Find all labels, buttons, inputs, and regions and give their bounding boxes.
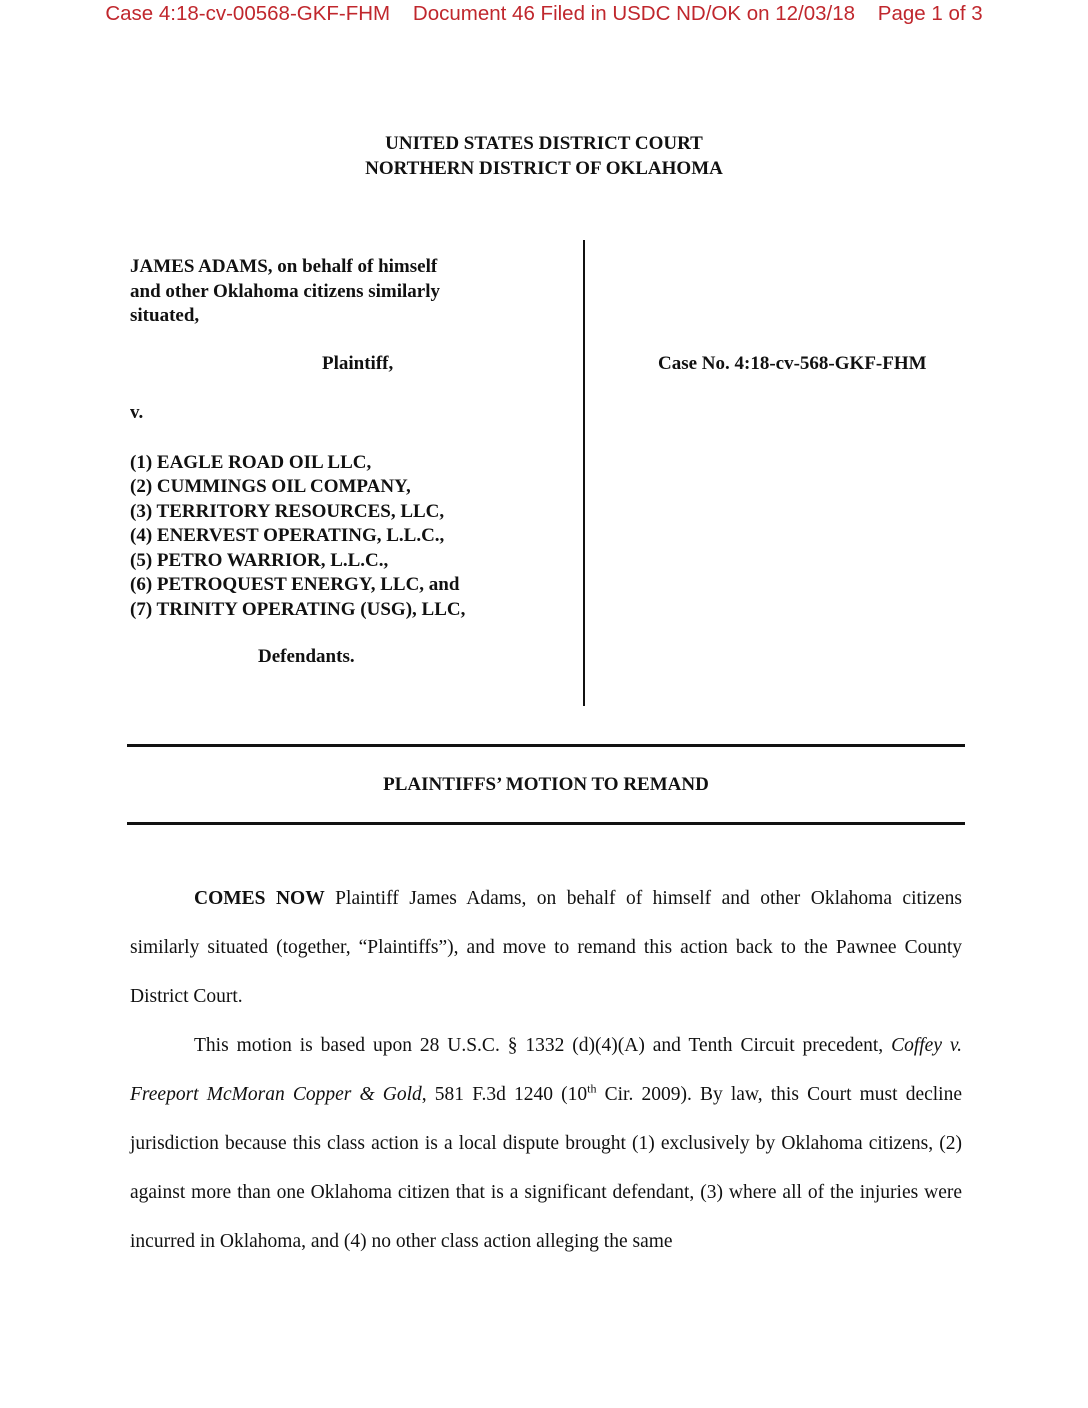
versus: v.	[130, 402, 144, 423]
comes-now-lead: COMES NOW	[194, 888, 325, 909]
plaintiff-name-line: and other Oklahoma citizens similarly	[130, 280, 440, 302]
motion-body	[130, 874, 962, 1266]
title-rule-bottom	[127, 822, 965, 825]
court-heading	[0, 131, 1088, 181]
plaintiff-role: Plaintiff,	[322, 352, 394, 374]
plaintiff-name-line: situated,	[130, 305, 200, 326]
paragraph-2	[130, 1021, 962, 1266]
defendants-list	[130, 451, 570, 623]
paragraph-2-text-a: This motion is based upon 28 U.S.C. § 1332 (d)(4)(A) and Tenth Circuit precedent,	[194, 1035, 892, 1056]
paragraph-1-text: Plaintiff James Adams, on behalf of himself and other Oklahoma citizens similarly situated (together, “Plaintiffs”), and move to remand this action back to the Pawnee County District Court.	[130, 888, 962, 1007]
case-number: Case No. 4:18-cv-568-GKF-FHM	[658, 353, 927, 374]
court-name: UNITED STATES DISTRICT COURT	[385, 133, 703, 154]
paragraph-2-text-c: Cir. 2009). By law, this Court must decline jurisdiction because this class action is a local dispute brought (1) exclusively by Oklahoma citizens, (2) against more than one Oklahoma citizen that is a significant defendant, (3) where all of the injuries were incurred in Oklahoma, and (4) no other class action alleging the same	[130, 1084, 962, 1252]
paragraph-2-text-b: , 581 F.3d 1240 (10	[421, 1084, 588, 1105]
plaintiff-name	[130, 255, 570, 329]
defendant-item: (5) PETRO WARRIOR, L.L.C.,	[130, 549, 389, 571]
document-title: PLAINTIFFS’ MOTION TO REMAND	[383, 774, 709, 795]
defendants-role: Defendants.	[258, 646, 355, 667]
title-rule-top	[127, 744, 965, 747]
case-caption-parties	[130, 255, 570, 670]
case-citation-name: Coffey v. Freeport McMoran Copper & Gold	[130, 1035, 962, 1105]
plaintiff-name-line: JAMES ADAMS, on behalf of himself	[130, 256, 438, 277]
defendant-item: (4) ENERVEST OPERATING, L.L.C.,	[130, 525, 445, 546]
paragraph-1	[130, 874, 962, 1021]
ecf-header-stamp: Case 4:18-cv-00568-GKF-FHM Document 46 Filed in USDC ND/OK on 12/03/18 Page 1 of 3	[105, 2, 983, 25]
defendant-item: (7) TRINITY OPERATING (USG), LLC,	[130, 598, 466, 620]
court-district: NORTHERN DISTRICT OF OKLAHOMA	[365, 158, 723, 179]
defendant-item: (1) EAGLE ROAD OIL LLC,	[130, 451, 372, 473]
defendant-item: (2) CUMMINGS OIL COMPANY,	[130, 476, 411, 497]
caption-divider	[583, 240, 585, 706]
defendant-item: (6) PETROQUEST ENERGY, LLC, and	[130, 574, 460, 595]
ordinal-suffix: th	[587, 1081, 597, 1096]
defendant-item: (3) TERRITORY RESOURCES, LLC,	[130, 500, 445, 522]
